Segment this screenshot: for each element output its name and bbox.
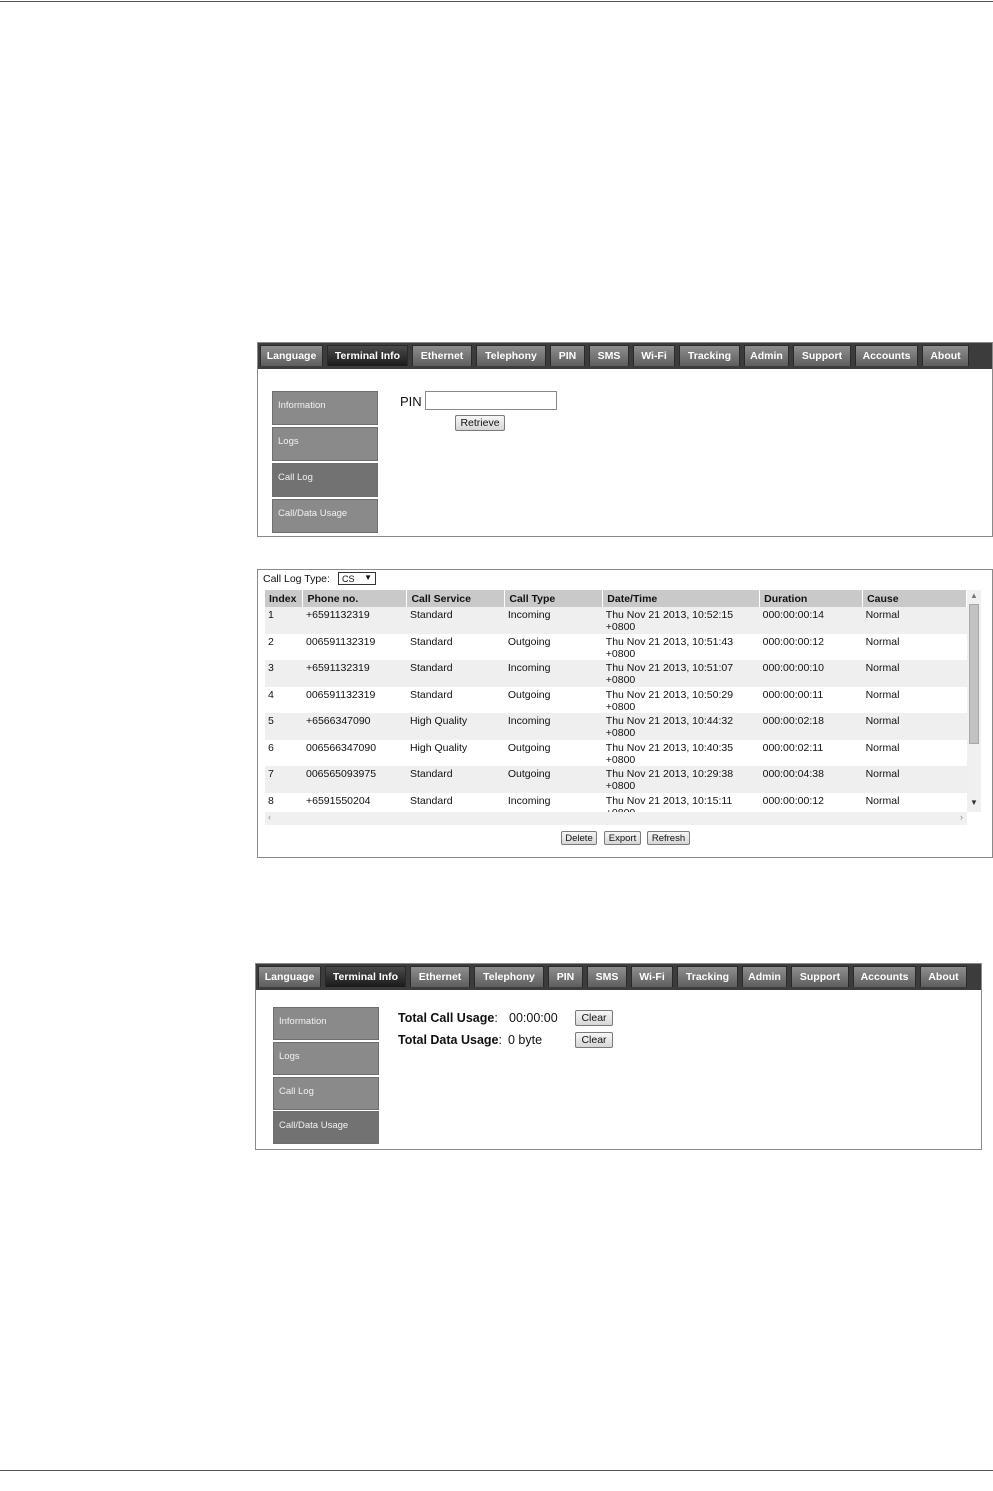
table-row[interactable]	[265, 634, 967, 661]
table-cell: +6591132319	[303, 660, 407, 687]
table-cell: Outgoing	[505, 740, 603, 767]
table-row[interactable]	[265, 687, 967, 714]
scroll-left-icon[interactable]: ‹	[268, 812, 271, 822]
tab-telephony[interactable]: Telephony	[474, 966, 544, 987]
table-cell: 6	[265, 740, 303, 767]
pin-input[interactable]	[425, 391, 557, 410]
table-cell: Outgoing	[505, 634, 603, 661]
table-cell: 000:00:00:10	[760, 660, 863, 687]
table-cell: Outgoing	[505, 687, 603, 714]
tab-bar-2	[256, 964, 981, 990]
table-cell: 006565093975	[303, 766, 407, 793]
sidebar-item-logs[interactable]: Logs	[273, 1042, 379, 1075]
table-cell: +6566347090	[303, 713, 407, 740]
vertical-scrollbar[interactable]	[967, 590, 981, 812]
tab-bar	[258, 343, 992, 369]
table-cell: Thu Nov 21 2013, 10:15:11	[603, 793, 760, 820]
table-header-row	[265, 590, 967, 607]
tab-wi-fi[interactable]: Wi-Fi	[631, 966, 673, 987]
pin-panel	[257, 342, 993, 537]
table-cell: 006591132319	[303, 634, 407, 661]
sidebar-item-logs[interactable]: Logs	[272, 427, 378, 461]
top-rule	[0, 1, 993, 2]
table-cell: 000:00:04:38	[760, 766, 863, 793]
table-cell: Thu Nov 21 2013, 10:51:43 +0800	[603, 634, 760, 661]
usage-panel	[255, 963, 982, 1150]
tab-language[interactable]: Language	[260, 345, 323, 366]
sidebar-item-information[interactable]: Information	[273, 1007, 379, 1040]
clear-call-usage-button[interactable]: Clear	[575, 1010, 613, 1026]
scroll-up-icon[interactable]: ▲	[970, 591, 978, 600]
chevron-down-icon: ▼	[364, 573, 372, 582]
table-cell: 5	[265, 713, 303, 740]
table-cell: 4	[265, 687, 303, 714]
table-cell: +6591550204	[303, 793, 407, 820]
delete-button[interactable]: Delete	[561, 831, 597, 845]
call-log-table	[265, 590, 967, 819]
table-cell: Standard	[407, 607, 505, 634]
table-cell: Normal	[863, 607, 967, 634]
column-header-date-time[interactable]: Date/Time	[603, 590, 760, 607]
call-log-type-label: Call Log Type:	[263, 573, 330, 585]
total-call-usage-label: Total Call Usage	[398, 1011, 495, 1025]
table-cell: 000:00:02:11	[760, 740, 863, 767]
table-cell: Standard	[407, 687, 505, 714]
table-cell: Normal	[863, 766, 967, 793]
tab-language[interactable]: Language	[258, 966, 321, 987]
tab-pin[interactable]: PIN	[548, 966, 583, 987]
table-cell: Incoming	[505, 607, 603, 634]
table-cell: 000:00:00:11	[760, 687, 863, 714]
table-cell: Standard	[407, 660, 505, 687]
tab-wi-fi[interactable]: Wi-Fi	[633, 345, 675, 366]
bottom-rule	[0, 1470, 993, 1471]
table-cell: Thu Nov 21 2013, 10:44:32 +0800	[603, 713, 760, 740]
sidebar-item-call-log[interactable]: Call Log	[272, 463, 378, 497]
tab-accounts[interactable]: Accounts	[853, 966, 916, 987]
table-cell: Normal	[863, 687, 967, 714]
table-cell: Normal	[863, 740, 967, 767]
table-cell: 8	[265, 793, 303, 820]
column-header-call-service[interactable]: Call Service	[407, 590, 505, 607]
table-cell: +6591132319	[303, 607, 407, 634]
total-data-usage-label: Total Data Usage	[398, 1033, 499, 1047]
tab-support[interactable]: Support	[791, 966, 849, 987]
table-cell: Normal	[863, 793, 967, 820]
total-call-usage-row	[398, 1011, 498, 1025]
call-log-panel	[257, 569, 993, 858]
table-cell: Thu Nov 21 2013, 10:51:07 +0800	[603, 660, 760, 687]
export-button[interactable]: Export	[604, 831, 641, 845]
sidebar-item-call-data-usage[interactable]: Call/Data Usage	[273, 1111, 379, 1144]
table-cell: High Quality	[407, 740, 505, 767]
colon: :	[498, 1033, 502, 1047]
table-cell: Thu Nov 21 2013, 10:40:35 +0800	[603, 740, 760, 767]
tab-terminal-info[interactable]: Terminal Info	[327, 345, 408, 366]
table-cell: 1	[265, 607, 303, 634]
table-cell: Normal	[863, 660, 967, 687]
table-cell: 000:00:00:12	[760, 634, 863, 661]
tab-pin[interactable]: PIN	[550, 345, 585, 366]
sidebar-item-call-log[interactable]: Call Log	[273, 1077, 379, 1110]
tab-about[interactable]: About	[920, 966, 967, 987]
tab-ethernet[interactable]: Ethernet	[412, 345, 472, 366]
sidebar-item-call-data-usage[interactable]: Call/Data Usage	[272, 499, 378, 533]
scrollbar-thumb[interactable]	[969, 604, 979, 744]
table-cell: High Quality	[407, 713, 505, 740]
table-cell: Thu Nov 21 2013, 10:52:15 +0800	[603, 607, 760, 634]
retrieve-button[interactable]: Retrieve	[455, 415, 505, 431]
scroll-down-icon[interactable]: ▼	[970, 798, 978, 807]
column-header-phone-no[interactable]: Phone no.	[303, 590, 407, 607]
column-header-cause[interactable]: Cause	[863, 590, 967, 607]
table-cell: Standard	[407, 634, 505, 661]
table-cell: Standard	[407, 766, 505, 793]
tab-terminal-info[interactable]: Terminal Info	[325, 966, 406, 987]
table-row[interactable]	[265, 660, 967, 687]
table-cell: Outgoing	[505, 766, 603, 793]
tab-admin[interactable]: Admin	[742, 966, 787, 987]
horizontal-scrollbar[interactable]	[265, 812, 967, 825]
refresh-button[interactable]: Refresh	[647, 831, 690, 845]
table-cell: Thu Nov 21 2013, 10:50:29 +0800	[603, 687, 760, 714]
clear-data-usage-button[interactable]: Clear	[575, 1032, 613, 1048]
tab-admin[interactable]: Admin	[744, 345, 789, 366]
tab-accounts[interactable]: Accounts	[855, 345, 918, 366]
table-cell: 006591132319	[303, 687, 407, 714]
tab-telephony[interactable]: Telephony	[476, 345, 546, 366]
column-header-call-type[interactable]: Call Type	[505, 590, 603, 607]
table-row[interactable]	[265, 740, 967, 767]
colon: :	[494, 1011, 498, 1025]
table-cell: Thu Nov 21 2013, 10:29:38 +0800	[603, 766, 760, 793]
column-header-duration[interactable]: Duration	[760, 590, 863, 607]
scroll-right-icon[interactable]: ›	[960, 812, 963, 822]
table-cell: Incoming	[505, 660, 603, 687]
table-cell: 000:00:00:14	[760, 607, 863, 634]
pin-label: PIN	[400, 394, 422, 409]
table-cell: 000:00:00:12	[760, 793, 863, 820]
tab-support[interactable]: Support	[793, 345, 851, 366]
tab-tracking[interactable]: Tracking	[679, 345, 740, 366]
table-cell: Standard	[407, 793, 505, 820]
total-data-usage-row	[398, 1033, 502, 1047]
table-cell: Normal	[863, 634, 967, 661]
table-row[interactable]	[265, 766, 967, 793]
table-row[interactable]	[265, 713, 967, 740]
tab-ethernet[interactable]: Ethernet	[410, 966, 470, 987]
tab-sms[interactable]: SMS	[589, 345, 629, 366]
table-cell: 3	[265, 660, 303, 687]
tab-sms[interactable]: SMS	[587, 966, 627, 987]
table-cell: 7	[265, 766, 303, 793]
total-call-usage-value: 00:00:00	[509, 1011, 558, 1025]
table-cell: 2	[265, 634, 303, 661]
table-cell: Incoming	[505, 793, 603, 820]
table-cell: 006566347090	[303, 740, 407, 767]
table-cell: Normal	[863, 713, 967, 740]
total-data-usage-value: 0 byte	[508, 1033, 543, 1047]
sidebar-item-information[interactable]: Information	[272, 391, 378, 425]
call-log-type-select[interactable]	[338, 572, 376, 585]
table-row[interactable]	[265, 607, 967, 634]
column-header-index[interactable]: Index	[265, 590, 303, 607]
call-log-table-viewport	[265, 590, 967, 812]
table-cell: Incoming	[505, 713, 603, 740]
table-cell: 000:00:02:18	[760, 713, 863, 740]
call-log-type-value: CS	[342, 573, 355, 584]
tab-about[interactable]: About	[922, 345, 969, 366]
tab-tracking[interactable]: Tracking	[677, 966, 738, 987]
